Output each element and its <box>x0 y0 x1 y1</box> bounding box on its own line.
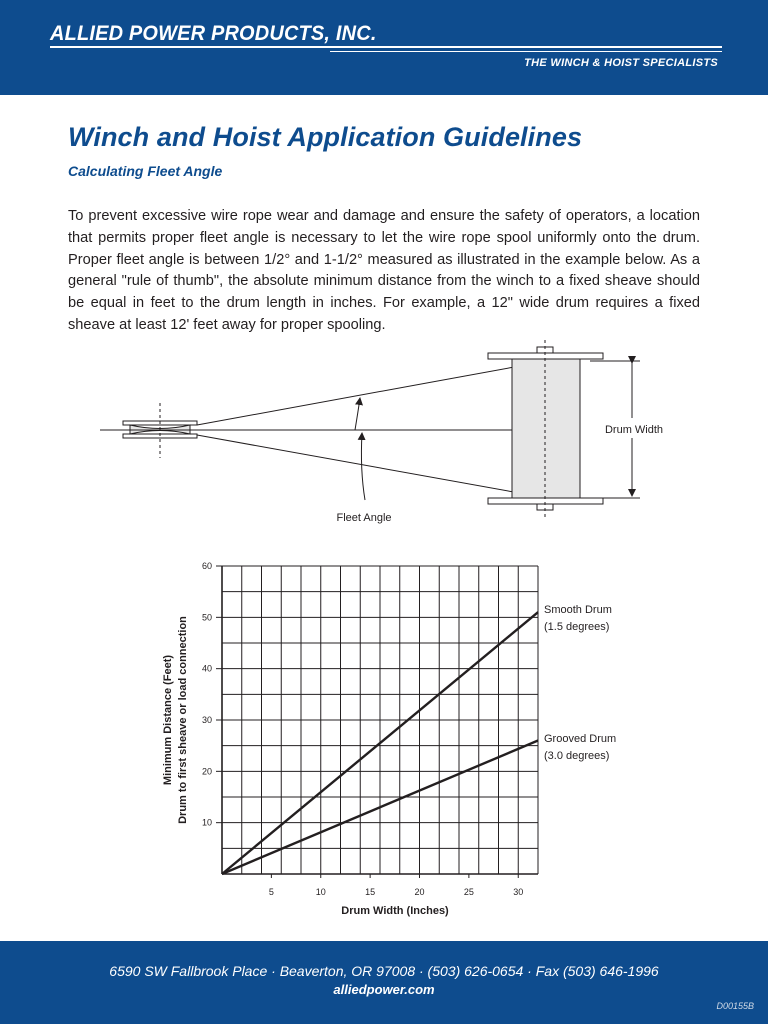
angle-arc-top <box>355 398 360 430</box>
footer-address: 6590 SW Fallbrook Place · Beaverton, OR 97008 · (503) 626-0654 · Fax (503) 646-1996 <box>109 963 659 979</box>
fleet-angle-label: Fleet Angle <box>336 512 392 524</box>
chart-axes <box>216 566 538 878</box>
header-rule <box>50 46 722 48</box>
x-tick-label: 10 <box>315 887 326 897</box>
y-axis-title-line2: Drum to first sheave or load connection <box>177 616 189 824</box>
company-name: ALLIED POWER PRODUCTS, INC. <box>50 22 377 45</box>
tagline: THE WINCH & HOIST SPECIALISTS <box>524 57 718 69</box>
x-tick-label: 20 <box>414 887 425 897</box>
y-tick-label: 60 <box>201 561 212 571</box>
page-subtitle: Calculating Fleet Angle <box>68 163 223 179</box>
x-tick-label: 5 <box>268 887 274 897</box>
header-rule-2 <box>330 51 722 52</box>
y-tick-label: 50 <box>201 612 212 623</box>
series-label-smooth-sub: (1.5 degrees) <box>544 621 610 633</box>
series-label-grooved-sub: (3.0 degrees) <box>544 750 610 762</box>
document-code: D00155B <box>716 1001 754 1011</box>
series-label-smooth-name: Smooth Drum <box>544 604 612 616</box>
x-tick-label: 25 <box>463 887 474 897</box>
y-tick-label: 30 <box>201 715 212 725</box>
y-tick-label: 10 <box>201 817 212 828</box>
fleet-angle-diagram <box>0 340 768 540</box>
angle-arc-bottom <box>361 433 365 500</box>
header-banner <box>0 0 768 95</box>
fleet-distance-chart <box>0 550 768 930</box>
footer-website-link[interactable]: alliedpower.com <box>333 982 435 997</box>
drum-width-label: Drum Width <box>604 424 664 436</box>
series-label-grooved-name: Grooved Drum <box>544 733 617 745</box>
y-tick-label: 40 <box>201 663 212 674</box>
x-axis-title: Drum Width (Inches) <box>341 905 449 917</box>
x-tick-label: 15 <box>365 887 376 897</box>
x-tick-label: 30 <box>513 887 524 897</box>
body-paragraph: To prevent excessive wire rope wear and damage and ensure the safety of operators, a location that permits proper fleet angle is necessary to let the wire rope spool uniformly onto the drum. Proper fleet angle is between 1/2° and 1-1/2° measured as illustrated in the example below. As a general "rule of thumb", the absolute minimum distance from the winch to a fixed sheave should be equal in feet to the drum length in inches. For example, a 12" wide drum requires a fixed sheave at least 12' feet away for proper spooling. <box>68 208 700 333</box>
y-tick-label: 20 <box>201 766 212 777</box>
chart-tick-labels <box>202 561 523 897</box>
page-title: Winch and Hoist Application Guidelines <box>68 122 583 152</box>
rope-line-top <box>197 361 547 425</box>
rope-line-bottom <box>197 435 547 498</box>
chart-grid <box>222 566 538 874</box>
y-axis-title-line1: Minimum Distance (Feet) <box>162 654 174 786</box>
